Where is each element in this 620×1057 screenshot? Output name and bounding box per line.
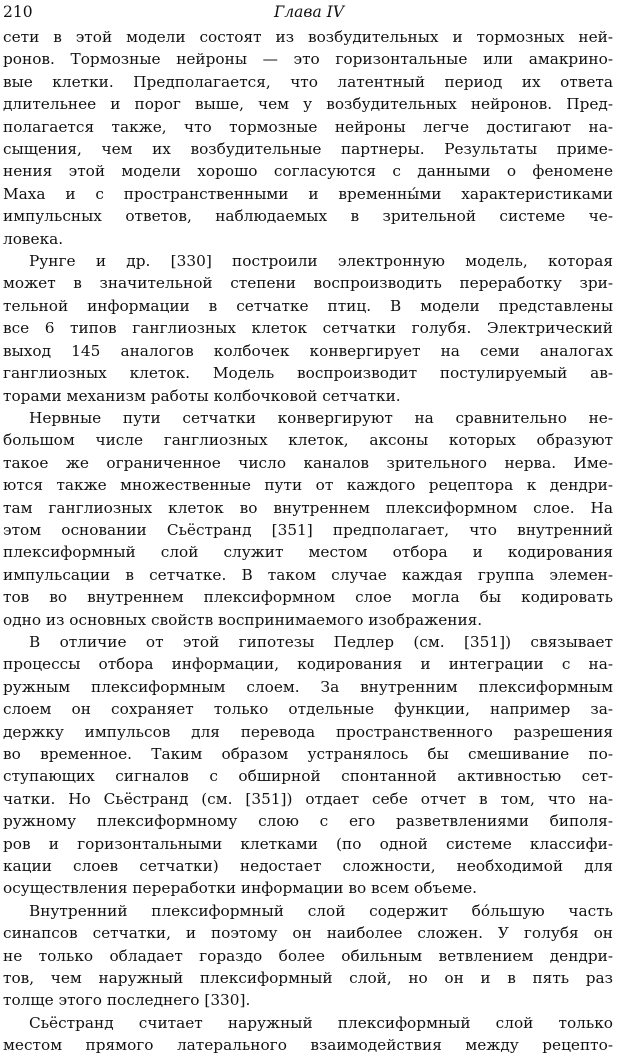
- text-line: тов во внутреннем плексиформном слое могла бы кодировать: [3, 588, 613, 607]
- text-line: Маха и с пространственными и временны́ми характеристиками: [3, 184, 613, 203]
- text-line: не только обладает гораздо более обильным ветвлением дендри-: [3, 946, 613, 965]
- text-line: Нервные пути сетчатки конвергируют на сравнительно не-: [29, 408, 613, 427]
- text-line: местом прямого латерального взаимодействия между рецепто-: [3, 1036, 613, 1055]
- text-line: В отличие от этой гипотезы Педлер (см. [351]) связывает: [29, 632, 613, 651]
- text-line: плексиформный слой служит местом отбора и кодирования: [3, 543, 613, 562]
- text-line: чатки. Но Сьёстранд (см. [351]) отдает себе отчет в том, что на-: [3, 789, 613, 808]
- text-line: полагается также, что тормозные нейроны легче достигают на-: [3, 117, 613, 136]
- paragraph: [3, 631, 613, 900]
- text-line: вые клетки. Предполагается, что латентный период их ответа: [3, 72, 613, 91]
- text-line: сети в этой модели состоят из возбудительных и тормозных ней-: [3, 28, 613, 46]
- text-line: этом основании Сьёстранд [351] предполагает, что внутренний: [3, 520, 613, 539]
- text-line: ловека.: [3, 229, 64, 248]
- running-head: Глава IV: [274, 3, 344, 21]
- text-line: выход 145 аналогов колбочек конвергирует на семи аналогах: [3, 341, 613, 360]
- text-line: ружному плексиформному слою с его разветвлениями биполя-: [3, 812, 613, 831]
- text-line: нения этой модели хорошо согласуются с данными о феномене: [3, 162, 613, 181]
- paragraph: [3, 250, 613, 407]
- text-line: держку импульсов для перевода пространственного разрешения: [3, 722, 613, 741]
- text-line: ронов. Тормозные нейроны — это горизонтальные или амакрино-: [3, 50, 613, 69]
- text-line: Внутренний плексиформный слой содержит бо́льшую часть: [29, 901, 613, 920]
- text-line: торами механизм работы колбочковой сетчатки.: [3, 386, 401, 405]
- paragraph: [3, 1012, 613, 1057]
- text-line: ганглиозных клеток. Модель воспроизводит постулируемый ав-: [3, 364, 613, 383]
- text-line: импульсации в сетчатке. В таком случае каждая группа элемен-: [3, 565, 613, 584]
- paragraph: [3, 900, 613, 1012]
- paragraph: [3, 407, 613, 631]
- text-line: кации слоев сетчатки) недостает сложности, необходимой для: [3, 857, 613, 876]
- text-line: слоем он сохраняет только отдельные функции, например за-: [3, 700, 613, 719]
- text-line: Рунге и др. [330] построили электронную модель, которая: [29, 252, 613, 271]
- text-line: ются также множественные пути от каждого рецептора к дендри-: [3, 476, 613, 495]
- text-line: во временное. Таким образом устранялось бы смешивание по-: [3, 745, 613, 763]
- text-line: длительнее и порог выше, чем у возбудительных нейронов. Пред-: [3, 95, 613, 114]
- text-line: тов, чем наружный плексиформный слой, но он и в пять раз: [3, 969, 613, 988]
- text-line: осуществления переработки информации во всем объеме.: [3, 879, 478, 898]
- text-line: тельной информации в сетчатке птиц. В модели представлены: [3, 296, 613, 315]
- text-line: импульсных ответов, наблюдаемых в зрительной системе че-: [3, 207, 613, 226]
- page-number: 210: [3, 3, 33, 21]
- text-line: Сьёстранд считает наружный плексиформный слой только: [29, 1013, 613, 1032]
- text-line: там ганглиозных клеток во внутреннем плексиформном слое. На: [3, 498, 613, 517]
- text-line: одно из основных свойств воспринимаемого изображения.: [3, 610, 483, 629]
- text-line: сыщения, чем их возбудительные партнеры. Результаты приме-: [3, 140, 613, 159]
- text-line: толще этого последнего [330].: [3, 991, 251, 1010]
- text-line: ров и горизонтальными клетками (по одной системе классифи-: [3, 834, 613, 853]
- paragraph: [3, 26, 613, 250]
- text-line: такое же ограниченное число каналов зрительного нерва. Име-: [3, 453, 613, 472]
- text-line: может в значительной степени воспроизводить переработку зри-: [3, 274, 613, 293]
- page-header: [3, 0, 615, 24]
- text-line: синапсов сетчатки, и поэтому он наиболее сложен. У голубя он: [3, 924, 613, 943]
- body-text: [3, 26, 613, 1057]
- text-line: ступающих сигналов с обширной спонтанной активностью сет-: [3, 767, 613, 786]
- text-line: большом числе ганглиозных клеток, аксоны которых образуют: [3, 431, 613, 450]
- text-line: ружным плексиформным слоем. За внутренним плексиформным: [3, 677, 613, 696]
- text-line: процессы отбора информации, кодирования и интеграции с на-: [3, 655, 613, 674]
- text-line: все 6 типов ганглиозных клеток сетчатки голубя. Электрический: [3, 319, 613, 338]
